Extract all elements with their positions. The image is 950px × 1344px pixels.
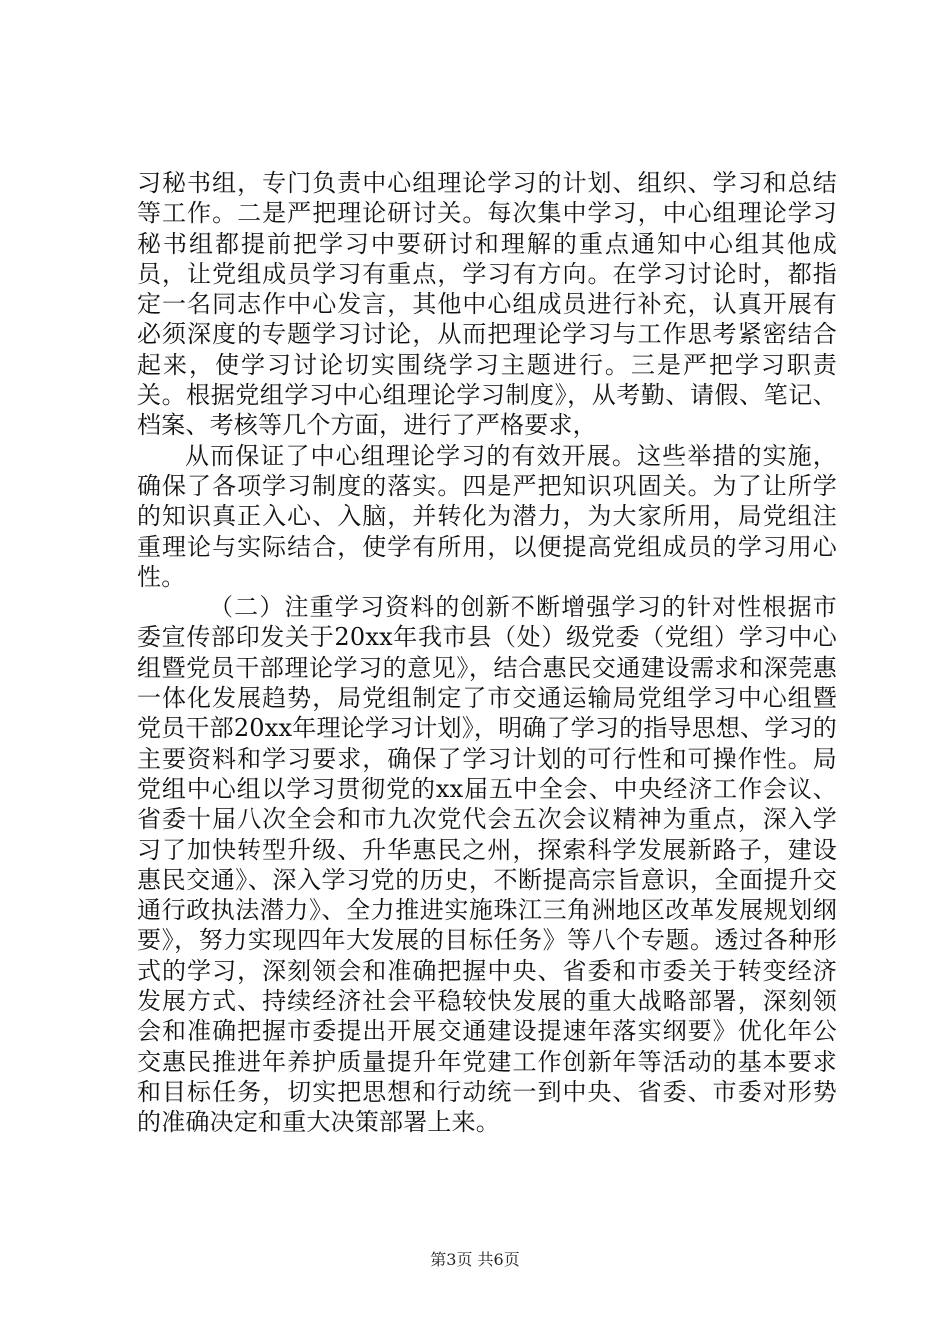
paragraph-2: 从而保证了中心组理论学习的有效开展。这些举措的实施，确保了各项学习制度的落实。四是严把知识巩固关。为了让所学的知识真正入心、入脑，并转化为潜力，为大家所用，局党组注重理论与实际结合，使学有所用，以便提高党组成员的学习用心性。 <box>137 441 837 591</box>
paragraph-3: （二）注重学习资料的创新不断增强学习的针对性根据市委宣传部印发关于20xx年我市县（处）级党委（党组）学习中心组暨党员干部理论学习的意见》，结合惠民交通建设需求和深莞惠一体化发展趋势，局党组制定了市交通运输局党组学习中心组暨党员干部20xx年理论学习计划》，明确了学习的指导思想、学习的主要资料和学习要求，确保了学习计划的可行性和可操作性。局党组中心组以学习贯彻党的xx届五中全会、中央经济工作会议、省委十届八次全会和市九次党代会五次会议精神为重点，深入学习了加快转型升级、升华惠民之州，探索科学发展新路子，建设惠民交通》、深入学习党的历史，不断提高宗旨意识，全面提升交通行政执法潜力》、全力推进实施珠江三角洲地区改革发展规划纲要》，努力实现四年大发展的目标任务》等八个专题。透过各种形式的学习，深刻领会和准确把握中央、省委和市委关于转变经济发展方式、持续经济社会平稳较快发展的重大战略部署，深刻领会和准确把握市委提出开展交通建设提速年落实纲要》优化年公交惠民推进年养护质量提升年党建工作创新年等活动的基本要求和目标任务，切实把思想和行动统一到中央、省委、市委对形势的准确决定和重大决策部署上来。 <box>137 593 837 1137</box>
page-number-footer: 第3页 共6页 <box>430 1250 520 1269</box>
document-body <box>137 168 837 1138</box>
paragraph-1: 习秘书组，专门负责中心组理论学习的计划、组织、学习和总结等工作。二是严把理论研讨关。每次集中学习，中心组理论学习秘书组都提前把学习中要研讨和理解的重点通知中心组其他成员，让党组成员学习有重点，学习有方向。在学习讨论时，都指定一名同志作中心发言，其他中心组成员进行补充，认真开展有必须深度的专题学习讨论，从而把理论学习与工作思考紧密结合起来，使学习讨论切实围绕学习主题进行。三是严把学习职责关。根据党组学习中心组理论学习制度》，从考勤、请假、笔记、档案、考核等几个方面，进行了严格要求， <box>137 169 837 440</box>
